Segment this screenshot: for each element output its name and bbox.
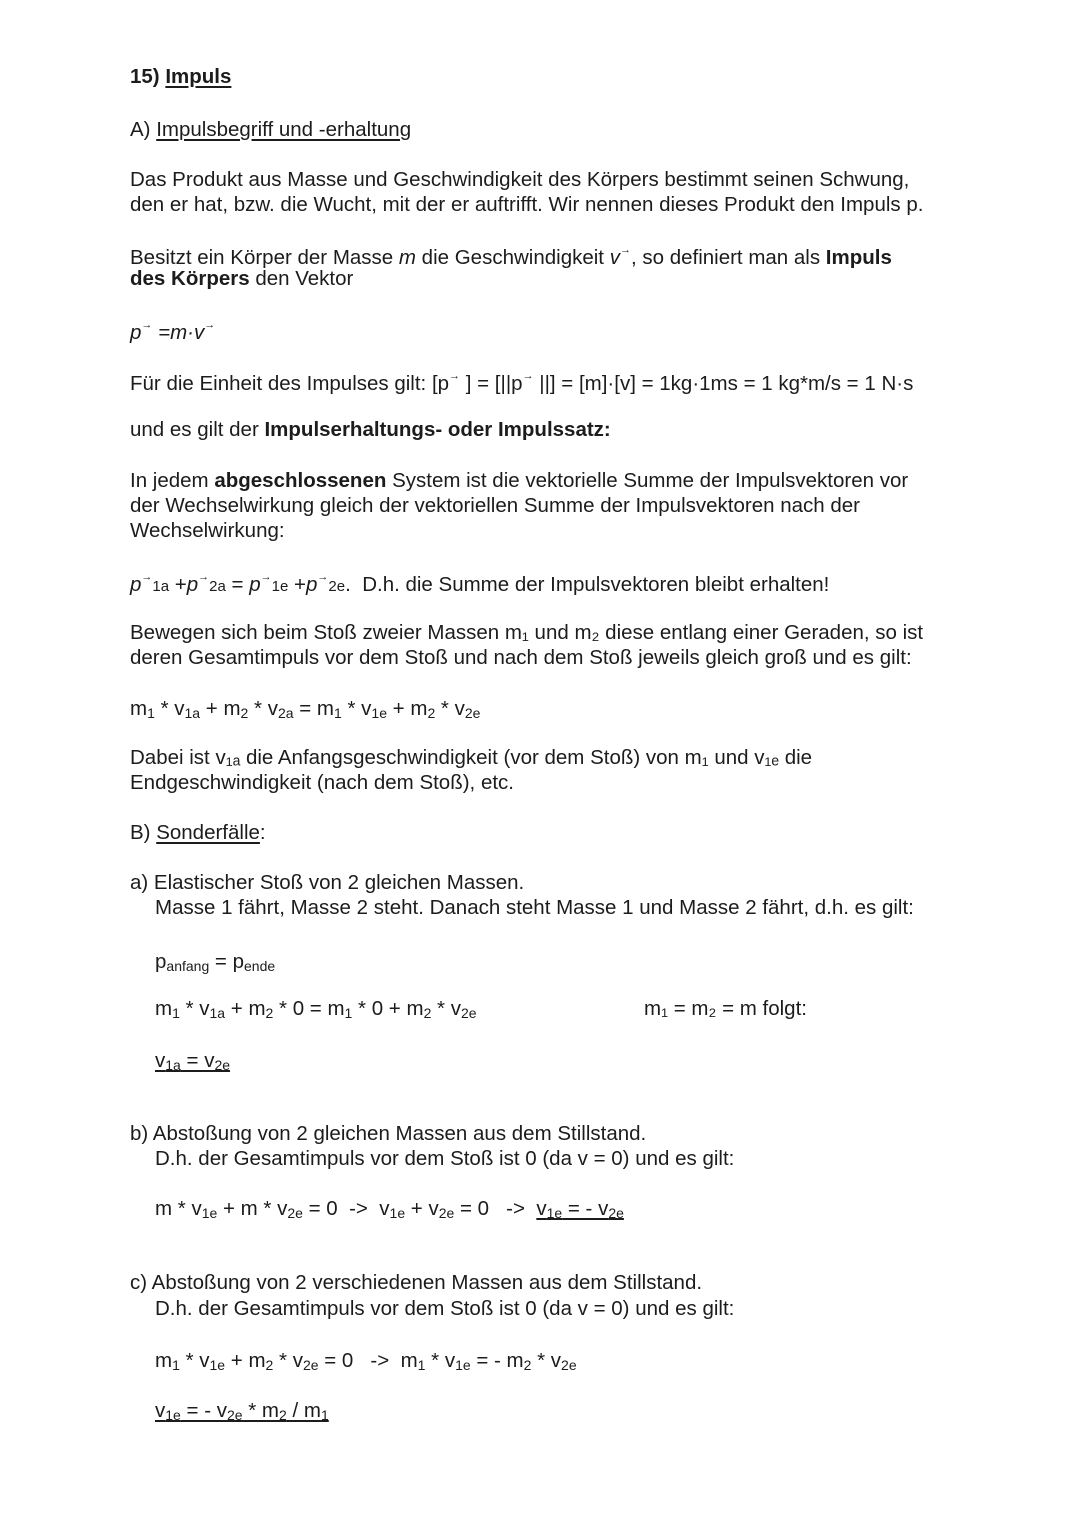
text-run: , so definiert man als xyxy=(630,245,826,269)
section-b-heading xyxy=(130,820,266,845)
paragraph-line: Das Produkt aus Masse und Geschwindigkeit des Körpers bestimmt seinen Schwung, xyxy=(130,168,910,191)
vector-arrow-icon: → xyxy=(317,571,329,583)
mass-symbol: m xyxy=(398,245,416,269)
velocity-vector: v→ xyxy=(609,244,631,269)
formula-text: =m·v xyxy=(158,320,205,344)
paragraph-line: Dabei ist v₁ₐ die Anfangsgeschwindigkeit (vor dem Stoß) von m₁ und v₁ₑ die xyxy=(130,746,813,769)
momentum-vector: p→ xyxy=(130,319,153,344)
text-run: ||] = [m]·[v] = 1kg·1ms = 1 kg*m/s = 1 N·s xyxy=(533,371,914,395)
text-run: den Vektor xyxy=(249,267,354,290)
case-c-formula: m1 * v1e + m2 * v2e = 0 -> m1 * v1e = - m2 * v2e xyxy=(155,1349,577,1373)
vector-arrow-icon: → xyxy=(204,319,216,331)
text-run: Für die Einheit des Impulses gilt: [p xyxy=(130,371,450,395)
case-c-text: D.h. der Gesamtimpuls vor dem Stoß ist 0 (da v = 0) und es gilt: xyxy=(155,1297,735,1320)
case-a-result: v1a = v2e xyxy=(155,1049,231,1073)
section-b-colon: : xyxy=(259,821,266,844)
section-a-title: Impulsbegriff und -erhaltung xyxy=(156,118,412,141)
bold-term: Impulserhaltungs- oder Impulssatz: xyxy=(264,418,611,441)
text-run: D.h. die Summe der Impulsvektoren bleibt erhalten! xyxy=(362,572,830,596)
text-run: und es gilt der xyxy=(130,418,265,441)
closed-system-line xyxy=(130,468,908,493)
section-a-heading: A) Impulsbegriff und -erhaltung xyxy=(130,118,412,141)
momentum-sum-formula: p→1a +p→2a = p→1e +p→2e. D.h. die Summe der Impulsvektoren bleibt erhalten! xyxy=(130,571,830,596)
paragraph-line: Bewegen sich beim Stoß zweier Massen m₁ und m₂ diese entlang einer Geraden, so ist xyxy=(130,621,924,644)
case-c-title: c) Abstoßung von 2 verschiedenen Massen aus dem Stillstand. xyxy=(130,1271,703,1294)
vector-arrow-icon: → xyxy=(619,244,631,256)
momentum-definition-formula xyxy=(130,316,215,345)
paragraph-line: deren Gesamtimpuls vor dem Stoß und nach dem Stoß jeweils gleich groß und es gilt: xyxy=(130,646,912,669)
vector-arrow-icon xyxy=(523,372,534,395)
vector-arrow-icon: → xyxy=(522,370,534,382)
text-run: In jedem xyxy=(130,469,215,492)
heading-title: Impuls xyxy=(165,65,232,88)
unit-line xyxy=(130,367,913,396)
case-a-formula1: panfang = pende xyxy=(155,950,276,974)
text-run: die Geschwindigkeit xyxy=(415,245,610,269)
text-run: Besitzt ein Körper der Masse xyxy=(130,245,399,269)
vector-arrow-icon: → xyxy=(449,370,461,382)
heading-prefix: 15) xyxy=(130,65,166,88)
bold-term: des Körpers xyxy=(130,267,250,290)
section-heading xyxy=(130,64,231,89)
vector-arrow-icon: → xyxy=(198,571,210,583)
section-b-title: Sonderfälle xyxy=(156,821,260,844)
case-b-formula: m * v1e + m * v2e = 0 -> v1e + v2e = 0 -> v1e = - v2e xyxy=(155,1197,624,1221)
paragraph-line: Wechselwirkung: xyxy=(130,519,285,542)
case-a-formula2: m1 * v1a + m2 * 0 = m1 * 0 + m2 * v2e xyxy=(155,997,477,1021)
paragraph-line: der Wechselwirkung gleich der vektoriellen Summe der Impulsvektoren nach der xyxy=(130,494,860,517)
paragraph-line: den er hat, bzw. die Wucht, mit der er auftrifft. Wir nennen dieses Produkt den Impuls p. xyxy=(130,193,924,216)
case-b-text: D.h. der Gesamtimpuls vor dem Stoß ist 0 (da v = 0) und es gilt: xyxy=(155,1147,735,1170)
bold-term: Impuls xyxy=(825,245,892,269)
vector-arrow-icon xyxy=(204,321,215,344)
vector-arrow-icon: → xyxy=(260,571,272,583)
vector-arrow-icon: → xyxy=(141,319,153,331)
paragraph-line: Endgeschwindigkeit (nach dem Stoß), etc. xyxy=(130,771,514,794)
case-c-result: v1e = - v2e * m2 / m1 xyxy=(155,1399,329,1423)
definition-paragraph-line2 xyxy=(130,266,353,291)
bold-term: abgeschlossenen xyxy=(214,469,387,492)
vector-arrow-icon: → xyxy=(141,571,153,583)
case-a-title: a) Elastischer Stoß von 2 gleichen Massen. xyxy=(130,871,525,894)
case-a-text: Masse 1 fährt, Masse 2 steht. Danach steht Masse 1 und Masse 2 fährt, d.h. es gilt: xyxy=(155,896,914,919)
conservation-law-line xyxy=(130,417,611,442)
section-b-prefix: B) xyxy=(130,821,157,844)
text-run: ] = [||p xyxy=(460,371,523,395)
case-b-title: b) Abstoßung von 2 gleichen Massen aus dem Stillstand. xyxy=(130,1122,647,1145)
collision-formula: m1 * v1a + m2 * v2a = m1 * v1e + m2 * v2e xyxy=(130,697,481,721)
case-a-note: m₁ = m₂ = m folgt: xyxy=(644,997,807,1020)
vector-arrow-icon xyxy=(449,372,460,395)
text-run: System ist die vektorielle Summe der Impulsvektoren vor xyxy=(386,469,909,492)
